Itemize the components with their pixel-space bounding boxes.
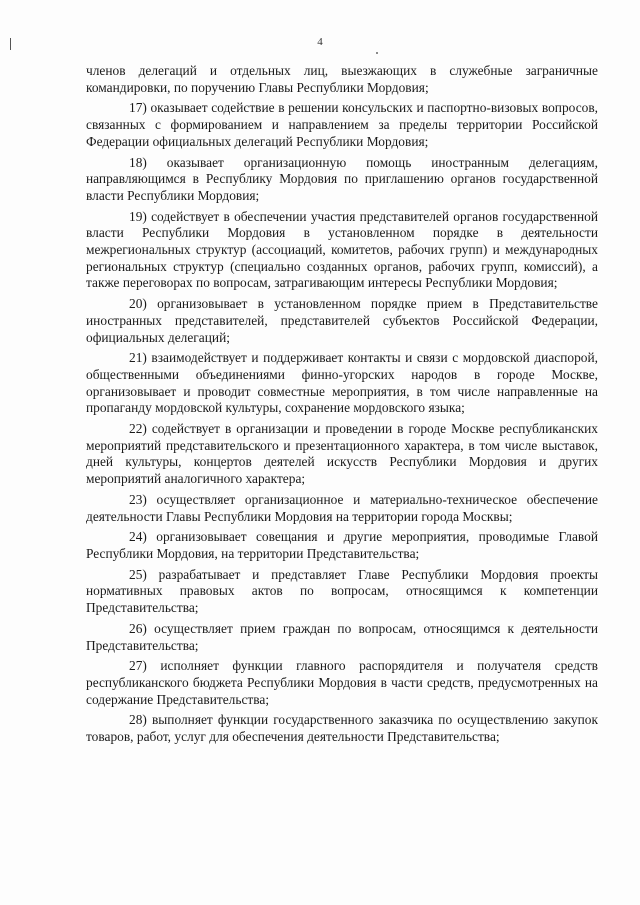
document-body (86, 63, 598, 746)
paragraph-item-20: 20) организовывает в установленном порядке прием в Представительстве иностранных представителей, представителей субъектов Российской Федерации, официальных делегаций; (86, 296, 598, 345)
paragraph-item-26: 26) осуществляет прием граждан по вопросам, относящимся к деятельности Представительства; (86, 620, 598, 653)
scan-artifact-dot (376, 52, 378, 54)
paragraph-item-23: 23) осуществляет организационное и материально-техническое обеспечение деятельности Главы Республики Мордовия на территории города Москвы; (86, 491, 598, 524)
paragraph-item-17: 17) оказывает содействие в решении консульских и паспортно-визовых вопросов, связанных с формированием и направлением за пределы территории Российской Федерации официальных делегаций Республики Мордовия; (86, 100, 598, 149)
paragraph-item-21: 21) взаимодействует и поддерживает контакты и связи с мордовской диаспорой, общественными объединениями финно-угорских народов в городе Москве, организовывает и проводит совместные мероприятия, в том числе направленные на пропаганду мордовской культуры, сохранение мордовского языка; (86, 350, 598, 416)
paragraph-item-24: 24) организовывает совещания и другие мероприятия, проводимые Главой Республики Мордовия, на территории Представительства; (86, 529, 598, 561)
paragraph-item-19: 19) содействует в обеспечении участия представителей органов государственной власти Республики Мордовия в установленном порядке в деятельности межрегиональных структур (ассоциаций, комитетов, рабочих групп) и международных региональных структур (специально созданных органов, рабочих групп, комиссий), а также переговорах по вопросам, затрагивающим интересы Республики Мордовия; (86, 208, 598, 291)
paragraph-item-25: 25) разрабатывает и представляет Главе Республики Мордовия проекты нормативных правовых актов по вопросам, относящимся к компетенции Представительства; (86, 566, 598, 616)
paragraph-item-18: 18) оказывает организационную помощь иностранным делегациям, направляющимся в Республику Мордовия по приглашению органов государственной власти Республики Мордовия; (86, 154, 598, 203)
paragraph-item-22: 22) содействует в организации и проведении в городе Москве республиканских мероприятий представительского и презентационного характера, в том числе выставок, дней культуры, концертов деятелей искусств Республики Мордовия и других мероприятий аналогичного характера; (86, 421, 598, 487)
page-number: 4 (317, 36, 323, 48)
paragraph-item-27: 27) исполняет функции главного распорядителя и получателя средств республиканского бюджета Республики Мордовия в части средств, предусмотренных на содержание Представительства; (86, 658, 598, 707)
paragraph-continuation: членов делегаций и отдельных лиц, выезжающих в служебные заграничные командировки, по поручению Главы Республики Мордовия; (86, 63, 598, 95)
paragraph-item-28: 28) выполняет функции государственного заказчика по осуществлению закупок товаров, работ, услуг для обеспечения деятельности Представительства; (86, 712, 598, 745)
